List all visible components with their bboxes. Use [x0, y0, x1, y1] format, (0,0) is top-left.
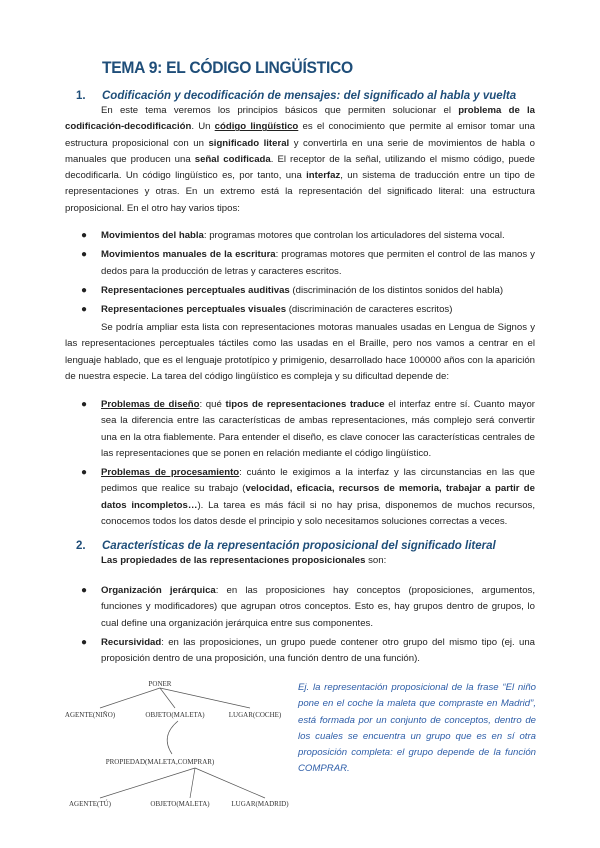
representation-types-list — [65, 228, 535, 321]
list-item: ● Representaciones perceptuales auditivas (discriminación de los distintos sonidos del habla) — [65, 283, 535, 299]
bullet-icon: ● — [81, 636, 88, 648]
proposition-tree-diagram — [60, 676, 290, 816]
bullet-icon: ● — [81, 399, 88, 410]
list-item: ● Problemas de procesamiento: cuánto le exigimos a la interfaz y las circunstancias en las que pedimos que realice su trabajo (velocidad, eficacia, recursos de memoria, trabajar a partir de datos incompletos…). La tarea es más fácil si no hay prisa, disponemos de muchos recursos, conocemos todos los datos desde el principio y solo necesitamos soluciones correctas a veces. — [81, 467, 535, 528]
tree-node-root: PONER — [148, 680, 172, 688]
section-2-heading: Características de la representación proposicional del significado literal — [102, 540, 496, 552]
bullet-icon: ● — [81, 304, 88, 316]
section-2-intro: Las propiedades de las representaciones proposicionales son: — [101, 555, 387, 566]
page-title: TEMA 9: EL CÓDIGO LINGÜÍSTICO — [102, 58, 353, 77]
bullet-icon: ● — [81, 230, 88, 241]
bullet-icon: ● — [81, 467, 88, 479]
section-1-paragraph-2: Se podría ampliar esta lista con representaciones motoras manuales usadas en Lengua de Signos y las representaciones perceptuales táctiles como las usadas en el Braille, pero nos vamos a centrar en el lenguaje hablado, que es el lenguaje prototípico y primigenio, desarrollado hace 100000 años con la aparición de nuestra especie. La tarea del código lingüístico es compleja y su dificultad depende de: — [65, 322, 535, 382]
tree-node-property: PROPIEDAD(MALETA,COMPRAR) — [105, 758, 215, 766]
properties-list — [65, 583, 535, 670]
list-item: ● Movimientos del habla: programas motores que controlan los articuladores del sistema vocal. — [65, 228, 535, 244]
list-item: ● Movimientos manuales de la escritura: programas motores que permiten el control de las manos y dedos para la producción de letras y caracteres escritos. — [81, 249, 535, 277]
section-1-heading: Codificación y decodificación de mensajes: del significado al habla y vuelta — [102, 90, 517, 102]
tree-node-sub-place: LUGAR(MADRID) — [231, 800, 289, 808]
tree-node-agent: AGENTE(NIÑO) — [64, 711, 116, 719]
list-item: ● Problemas de diseño: qué tipos de representaciones traduce el interfaz entre sí. Cuanto mayor sea la diferencia entre las características de ambas representaciones, más complejo será convertir una en la otra fiablemente. Para entender el diseño, es clave conocer las características centrales de las representaciones que se ponen en relación mediante el código lingüístico. — [81, 399, 535, 459]
tree-node-sub-object: OBJETO(MALETA) — [150, 800, 210, 808]
section-1-paragraph-1: En este tema veremos los principios básicos que permiten solucionar el problema de la codificación-decodificación. Un código lingüístico es el conocimiento que permite al emisor tomar una estructura proposicional con un significado literal y convertirla en una serie de movimientos de habla o manuales que producen una señal codificada. El receptor de la señal, utilizando el mismo código, puede decodificarla. Un código lingüístico es, por tanto, una interfaz, un sistema de traducción entre un tipo de representaciones y otras. En un extremo está la representación del significado literal: una estructura proposicional. En el otro hay varios tipos: — [65, 105, 536, 214]
list-item: ● Recursividad: en las proposiciones, un grupo puede contener otro grupo del mismo tipo (ej. una proposición dentro de una proposición, una función dentro de una función). — [81, 636, 535, 665]
bullet-icon: ● — [81, 585, 88, 596]
bullet-icon: ● — [81, 284, 88, 296]
tree-node-object: OBJETO(MALETA) — [145, 711, 205, 719]
list-item: ● Organización jerárquica: en las proposiciones hay conceptos (proposiciones, argumentos, funciones y modificadores) que agrupan otros conceptos. Esto es, hay grupos dentro de grupos, lo cual define una organización jerárquica entre sus componentes. — [81, 585, 535, 629]
bullet-icon: ● — [81, 249, 88, 261]
tree-node-sub-agent: AGENTE(TÚ) — [69, 800, 111, 808]
example-note: Ej. la representación proposicional de la frase “El niño pone en el coche la maleta que compraste en Madrid”, está formada por un conjunto de conceptos, dentro de los cuales se encuentra un grupo que es en sí otra proposición completa: el grupo depende de la función COMPRAR. — [298, 682, 536, 775]
section-2-number: 2. — [76, 540, 86, 552]
problems-list — [65, 397, 535, 533]
tree-node-place: LUGAR(COCHE) — [228, 711, 282, 719]
list-item: ● Representaciones perceptuales visuales (discriminación de caracteres escritos) — [65, 302, 535, 318]
section-1-number: 1. — [76, 90, 86, 102]
